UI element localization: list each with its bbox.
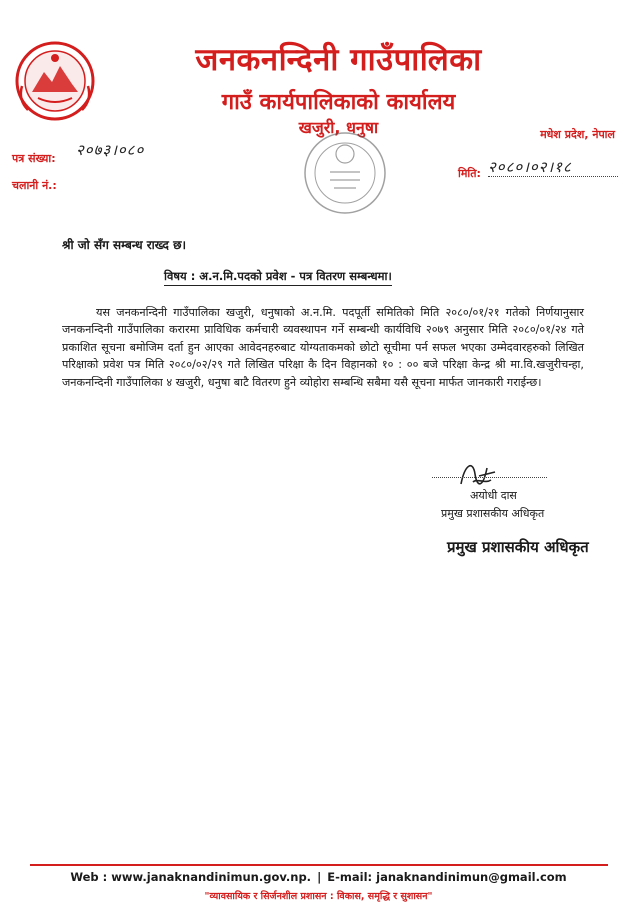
footer-email[interactable]: E-mail: janaknandinimun@gmail.com bbox=[327, 870, 567, 884]
province-label: मधेश प्रदेश, नेपाल bbox=[540, 128, 615, 141]
footer-website[interactable]: Web : www.janaknandinimun.gov.np. bbox=[70, 870, 312, 884]
date-underline bbox=[488, 176, 618, 177]
subject-line: विषय : अ.न.मि.पदको प्रवेश - पत्र वितरण सम्बन्धमा। bbox=[164, 269, 392, 286]
letter-number-label: पत्र संख्या: bbox=[12, 152, 56, 165]
letter-number-value: २०७३।०८० bbox=[76, 141, 145, 159]
date-label: मिति: bbox=[458, 167, 481, 180]
municipality-title: जनकनन्दिनी गाउँपालिका bbox=[195, 42, 482, 78]
office-stamp-icon bbox=[300, 128, 390, 218]
footer-separator: | bbox=[317, 870, 322, 884]
designation-stamp: प्रमुख प्रशासकीय अधिकृत bbox=[447, 538, 589, 556]
dispatch-number-label: चलानी नं.: bbox=[12, 179, 57, 192]
footer-divider bbox=[30, 864, 608, 866]
office-title: गाउँ कार्यपालिकाको कार्यालय bbox=[221, 90, 456, 115]
signature-line bbox=[432, 476, 547, 478]
footer-slogan: "व्यावसायिक र सिर्जनशील प्रशासन : विकास, समृद्धि र सुशासन" bbox=[204, 891, 433, 902]
salutation: श्री जो सँग सम्बन्ध राख्द छ। bbox=[62, 238, 187, 252]
letter-body: यस जनकनन्दिनी गाउँपालिका खजुरी, धनुषाको अ.न.मि. पदपूर्ती समितिको मिति २०८०/०१/२१ गतेको निर्णयानुसार जनकनन्दिनी गाउँपालिका करारमा प्राविधिक कर्मचारी व्यवस्थापन गर्ने सम्बन्धी कार्यविधि २०७९ अनुसार मिति २०८०/०१/२४ गते प्रकाशित सूचना बमोजिम दर्ता हुन आएका आवेदनहरुबाट योग्यताकमको छोटो सूचीमा पर्न सफल भएका उम्मेदवारहरुको लिखित परिक्षाको प्रवेश पत्र मिति २०८०/०२/२९ गते लिखित परिक्षा कै दिन विहानको १० : ०० बजे परिक्षा केन्द्र श्री मा.वि.खजुरीचन्हा, जनकनन्दिनी गाउँपालिका ४ खजुरी, धनुषा बाटै वितरण हुने व्योहोरा सम्बन्धि सबैमा यसै सूचना मार्फत जानकारी गराईन्छ। bbox=[62, 306, 584, 389]
signatory-name: अयोधी दास bbox=[470, 489, 517, 502]
signatory-title: प्रमुख प्रशासकीय अधिकृत bbox=[441, 507, 545, 520]
footer-contact bbox=[0, 870, 637, 884]
date-value: २०८०।०२।१८ bbox=[488, 158, 572, 176]
office-location: खजुरी, धनुषा bbox=[298, 118, 379, 137]
